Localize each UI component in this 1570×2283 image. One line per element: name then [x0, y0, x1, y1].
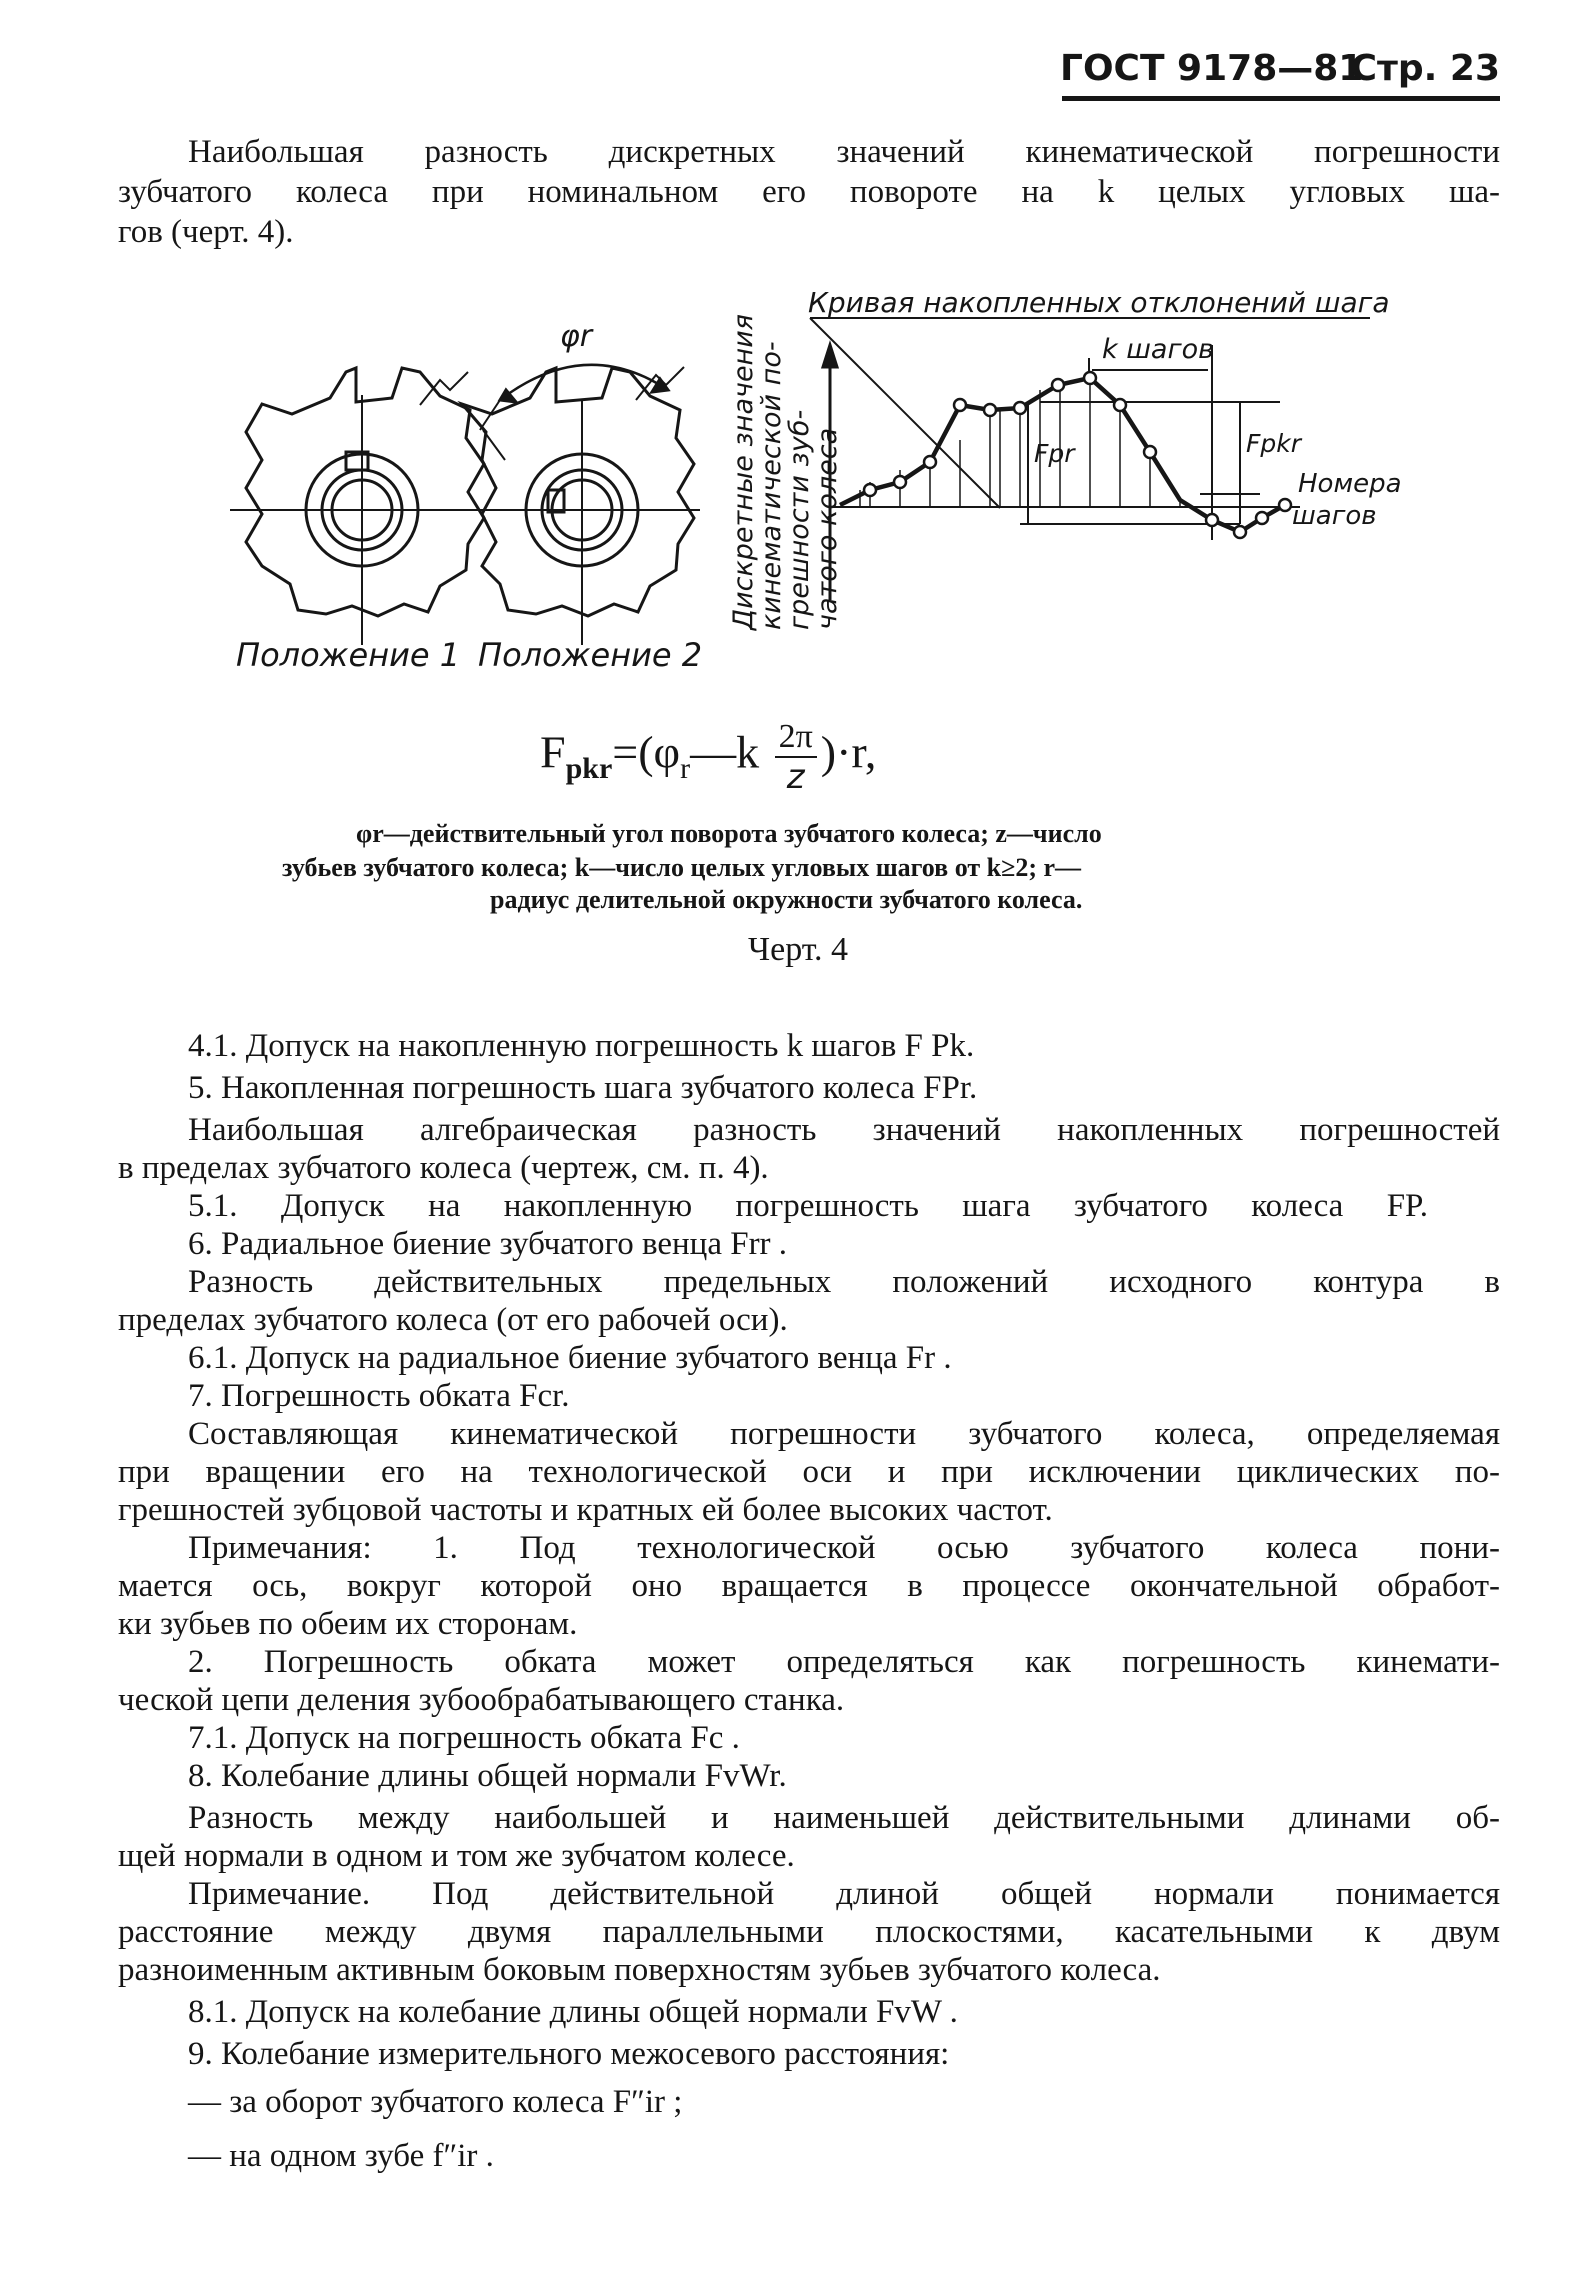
body-line-27: 9. Колебание измерительного межосевого расстояния: — [188, 2036, 950, 2072]
formula: $F_{pkr}=(\varphi_r—k$ $\frac{2\pi}{z}$ )·r, — [540, 718, 877, 797]
body-line-2: 5. Накопленная погрешность шага зубчатого колеса FPr. — [188, 1070, 978, 1106]
body-line-11: Составляющая кинематической погрешности зубчатого колеса, определяемая — [188, 1416, 1500, 1452]
steps-label-1: Номера — [1298, 469, 1402, 499]
formula-fraction: $\frac{2\pi}{z}$ — [775, 718, 817, 796]
body-line-28: — за оборот зубчатого колеса F″ir ; — [188, 2084, 683, 2120]
svg-text:чатого колеса: чатого колеса — [812, 427, 843, 630]
body-line-17: 2. Погрешность обката может определяться как погрешность кинемати- — [188, 1644, 1500, 1680]
body-line-29: — на одном зубе f″ir . — [188, 2138, 494, 2174]
position-1-label: Положение 1 — [236, 636, 461, 674]
intro-line-3: гов (черт. 4). — [118, 214, 294, 250]
page-number: Стр. 23 — [1350, 48, 1500, 89]
fpkr-label: Fpkr — [1246, 429, 1302, 458]
body-line-19: 7.1. Допуск на погрешность обката Fc . — [188, 1720, 740, 1756]
body-line-12: при вращении его на технологической оси и при исключении циклических по- — [118, 1454, 1500, 1490]
body-line-18: ческой цепи деления зубообрабатывающего станка. — [118, 1682, 845, 1718]
figure-4-drawing — [0, 0, 1570, 700]
svg-text:грешности зуб-: грешности зуб- — [784, 409, 815, 630]
caption-line-1: φr—действительный угол поворота зубчатого колеса; z—число — [356, 819, 1102, 848]
curve-title: Кривая накопленных отклонений шага — [808, 286, 1390, 319]
body-line-7: Разность действительных предельных положений исходного контура в — [188, 1264, 1500, 1300]
svg-text:кинематической по-: кинематической по- — [756, 341, 787, 630]
gear-2 — [462, 368, 700, 645]
ordinate-lines — [860, 378, 1180, 507]
body-line-9: 6.1. Допуск на радиальное биение зубчатого венца Fr . — [188, 1340, 952, 1376]
body-line-15: мается ось, вокруг которой оно вращается в процессе окончательной обработ- — [118, 1568, 1500, 1604]
body-line-13: грешностей зубцовой частоты и кратных ей более высоких частот. — [118, 1492, 1053, 1528]
phi-label: φr — [560, 319, 593, 354]
body-line-24: расстояние между двумя параллельными плоскостями, касательными к двум — [118, 1914, 1500, 1950]
k-steps-label: k шагов — [1102, 334, 1215, 365]
body-line-16: ки зубьев по обеим их сторонам. — [118, 1606, 578, 1642]
body-line-21: Разность между наибольшей и наименьшей действительными длинами об- — [188, 1800, 1500, 1836]
angle-arc — [500, 365, 668, 400]
curve-points — [864, 372, 1291, 538]
gear-1 — [230, 368, 500, 645]
figure-number: Черт. 4 — [748, 931, 849, 968]
body-line-6: 6. Радиальное биение зубчатого венца Frr . — [188, 1226, 788, 1262]
body-line-10: 7. Погрешность обката Fcr. — [188, 1378, 570, 1414]
doc-code: ГОСТ 9178—81 — [1060, 48, 1364, 89]
body-line-1: 4.1. Допуск на накопленную погрешность k шагов F Pk. — [188, 1028, 975, 1064]
body-line-14: Примечания: 1. Под технологической осью зубчатого колеса пони- — [188, 1530, 1500, 1566]
intro-line-1: Наибольшая разность дискретных значений кинематической погрешности — [188, 134, 1500, 170]
body-line-3: Наибольшая алгебраическая разность значений накопленных погрешностей — [188, 1112, 1500, 1148]
body-line-23: Примечание. Под действительной длиной общей нормали понимается — [188, 1876, 1500, 1912]
steps-label-2: шагов — [1292, 501, 1377, 531]
body-line-25: разноименным активным боковым поверхностям зубьев зубчатого колеса. — [118, 1952, 1161, 1988]
position-2-label: Положение 2 — [478, 636, 703, 674]
svg-text:Дискретные значения: Дискретные значения — [728, 314, 759, 630]
body-line-20: 8. Колебание длины общей нормали FvWr. — [188, 1758, 787, 1794]
caption-line-3: радиус делительной окружности зубчатого колеса. — [490, 885, 1083, 914]
body-line-26: 8.1. Допуск на колебание длины общей нормали FvW . — [188, 1994, 958, 2030]
caption-line-2: зубьев зубчатого колеса; k—число целых угловых шагов от k≥2; r— — [282, 853, 1082, 882]
fpr-label: Fpr — [1034, 439, 1075, 468]
body-line-5: 5.1. Допуск на накопленную погрешность шага зубчатого колеса FP. — [188, 1188, 1428, 1224]
body-line-4: в пределах зубчатого колеса (чертеж, см. п. 4). — [118, 1150, 769, 1186]
intro-line-2: зубчатого колеса при номинальном его повороте на k целых угловых ша- — [118, 174, 1500, 210]
body-line-8: пределах зубчатого колеса (от его рабочей оси). — [118, 1302, 788, 1338]
body-line-22: щей нормали в одном и том же зубчатом колесе. — [118, 1838, 795, 1874]
